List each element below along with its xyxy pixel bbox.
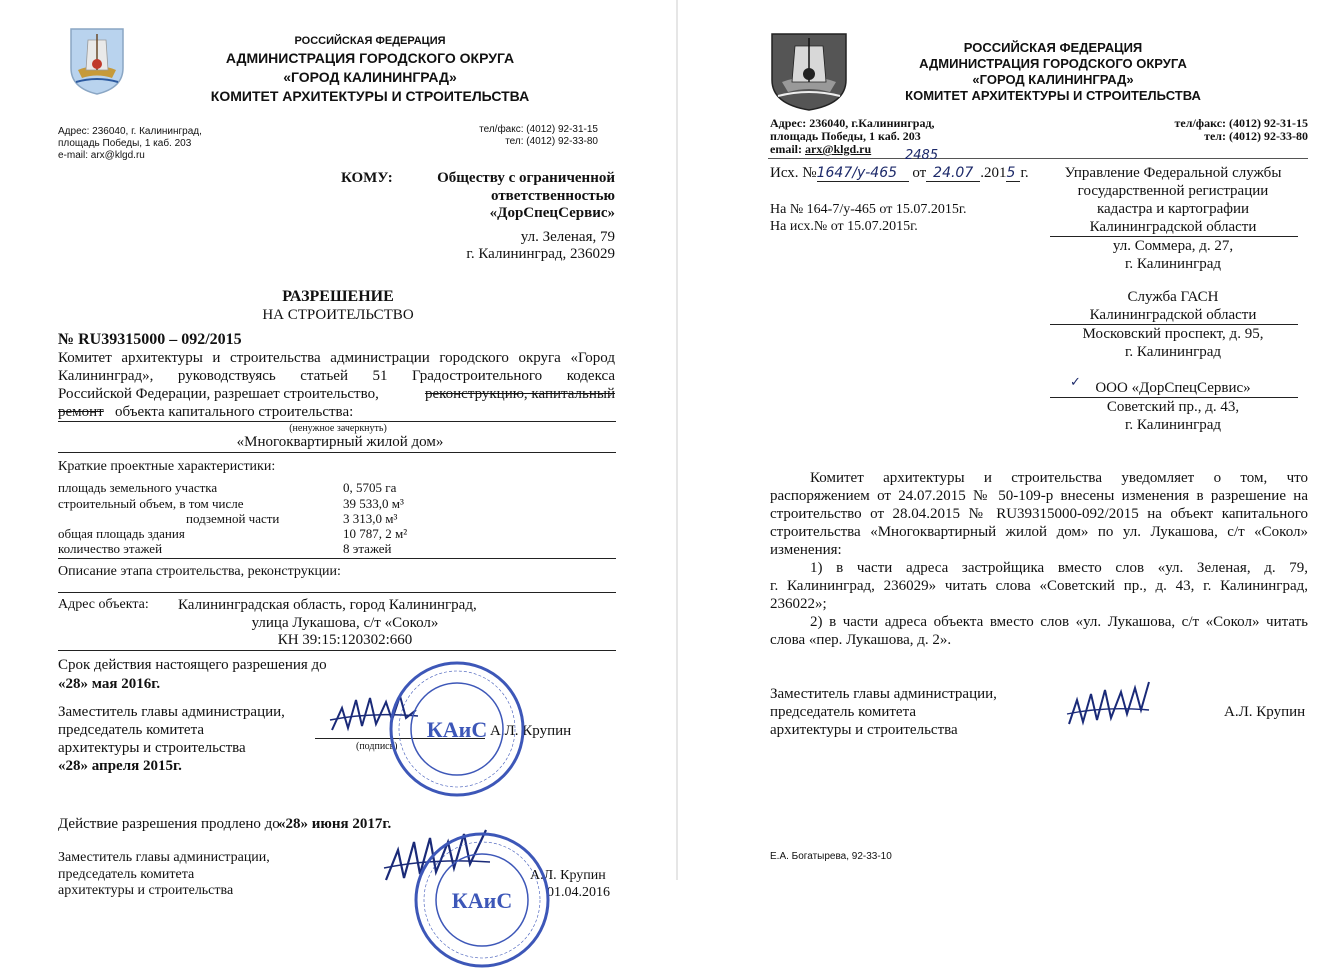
coat-of-arms-icon [68,26,126,96]
validity-label: Срок действия настоящего разрешения до [58,657,327,673]
header-committee: КОМИТЕТ АРХИТЕКТУРЫ И СТРОИТЕЛЬСТВА [210,88,530,104]
recipient-line-2: ответственностью [491,188,615,204]
signatory-title-2: председатель комитета [770,704,916,720]
contact-address-1: Адрес: 236040, г. Калининград, [58,126,202,137]
permit-number: № RU39315000 – 092/2015 [58,331,242,348]
notice-page [683,0,1342,976]
contact-phone: тел: (4012) 92-33-80 [505,136,598,147]
body-line: слова «пер. Лукашова, д. 2». [770,632,952,648]
signer-name: А.Л. Крупин [1224,704,1306,720]
svg-text:КАиС: КАиС [426,717,488,742]
addressee-address: ул. Соммера, д. 27, [1112,238,1234,254]
spec-label: количество этажей [58,541,163,556]
contact-address-2: площадь Победы, 1 каб. 203 [58,138,192,149]
sign-date: «28» апреля 2015г. [58,758,182,774]
signatory-title-1: Заместитель главы администрации, [58,704,285,720]
contact-address-1: Адрес: 236040, г.Калининград, [770,116,935,130]
header-city: «ГОРОД КАЛИНИНГРАД» [283,69,457,85]
recipient-label: КОМУ: [341,170,393,186]
header-city: «ГОРОД КАЛИНИНГРАД» [972,72,1134,87]
header-admin: АДМИНИСТРАЦИЯ ГОРОДСКОГО ОКРУГА [225,50,515,66]
permit-subtitle: НА СТРОИТЕЛЬСТВО [262,307,414,323]
header-admin: АДМИНИСТРАЦИЯ ГОРОДСКОГО ОКРУГА [919,56,1187,71]
spec-value: 8 этажей [343,541,392,556]
strike-note: (ненужное зачеркнуть) [289,423,387,434]
body-line: строительства «Многоквартирный жилой дом» по ул. Лукашова, с/т «Сокол» [770,524,1308,540]
addressee-address: г. Калининград [1124,417,1222,433]
stamp-icon [388,660,526,798]
extension-label: Действие разрешения продлено до [58,816,280,832]
object-name: «Многоквартирный жилой дом» [236,434,444,450]
contact-email: e-mail: arx@klgd.ru [58,150,145,161]
permit-intro-line-3: Российской Федерации, разрешает строительство, реконструкцию, капитальный [58,386,615,402]
addressee-address: г. Калининград [1124,344,1222,360]
object-address-label: Адрес объекта: [58,597,149,612]
permit-title: РАЗРЕШЕНИЕ [282,288,394,305]
signature-icon [1065,680,1151,732]
signatory-title-2: председатель комитета [58,722,204,738]
handwritten-note: 2485 [905,148,939,163]
validity-date: «28» мая 2016г. [58,676,161,692]
addressee-name: кадастра и картографии [1096,201,1250,217]
spec-label: строительный объем, в том числе [58,496,244,511]
addressee-name: Управление Федеральной службы [1064,165,1282,181]
addressee-address: г. Калининград [1124,256,1222,272]
addressee-name: ООО «ДорСпецСервис» [1095,380,1251,396]
signer-name: А.Л. Крупин [490,723,572,739]
object-address-2: улица Лукашова, с/т «Сокол» [251,615,439,631]
body-line: 2) в части адреса объекта вместо слов «ул. Лукашова, с/т «Сокол» читать [810,614,1308,630]
header-committee: КОМИТЕТ АРХИТЕКТУРЫ И СТРОИТЕЛЬСТВА [905,88,1201,103]
addressee-name: государственной регистрации [1077,183,1269,199]
struck-text: реконструкцию, капитальный [424,386,615,402]
permit-page [0,0,668,976]
checkmark-icon: ✓ [1070,375,1081,390]
contact-email: email: arx@klgd.ru [770,142,872,156]
spec-label: общая площадь здания [58,526,185,541]
contact-address-2: площадь Победы, 1 каб. 203 [770,129,921,143]
body-line: Комитет архитектуры и строительства уведомляет о том, что [810,470,1308,486]
contact-phone: тел: (4012) 92-33-80 [1204,129,1308,143]
coat-of-arms-icon [768,30,850,112]
outgoing-reference: Исх. №1647/у-465 от 24.07 .2015 г. [770,165,1029,181]
incoming-reference-2: На исх.№ от 15.07.2015г. [770,219,918,234]
page-divider [676,0,678,880]
stamp-icon [412,830,552,970]
signatory-title-1: Заместитель главы администрации, [770,686,997,702]
signer2-date: 01.04.2016 [547,885,610,900]
body-line: г. Калининград, 236029» читать слова «Советский пр., д. 43, г. Калининград, [770,578,1308,594]
incoming-reference-1: На № 164-7/у-465 от 15.07.2015г. [770,202,967,217]
permit-intro-line-1: Комитет архитектуры и строительства администрации городского округа «Город [58,350,615,366]
body-line: строительство от 28.04.2015 № RU39315000-092/2015 на объект капитального [770,506,1308,522]
spec-value: 0, 5705 га [343,480,397,495]
spec-value: 3 313,0 м³ [343,511,398,526]
addressee-address: Советский пр., д. 43, [1106,399,1240,415]
addressee-address: Московский проспект, д. 95, [1082,326,1264,342]
signature-caption: (подпись) [356,741,398,752]
permit-intro-line-4: ремонт объекта капитального строительства: [58,404,354,420]
svg-text:КАиС: КАиС [451,888,513,913]
body-line: изменения: [770,542,842,558]
recipient-line-3: «ДорСпецСервис» [489,205,615,221]
spec-value: 10 787, 2 м² [343,526,408,541]
body-line: 1) в части адреса застройщика вместо слов «ул. Зеленая, д. 79, [810,560,1308,576]
executor-contact: Е.А. Богатырева, 92-33-10 [770,851,892,862]
body-line: 236022»; [770,596,827,612]
signatory2-title-2: председатель комитета [58,867,195,882]
recipient-address-1: ул. Зеленая, 79 [520,229,615,245]
addressee-name: Калининградской области [1089,219,1257,235]
spec-label: площадь земельного участка [58,480,218,495]
recipient-address-2: г. Калининград, 236029 [466,246,615,262]
object-cadastral-number: КН 39:15:120302:660 [277,632,413,648]
contact-phone-fax: тел/факс: (4012) 92-31-15 [479,124,598,135]
addressee-name: Служба ГАСН [1127,289,1219,305]
signatory2-title-1: Заместитель главы администрации, [58,850,270,865]
header-country: РОССИЙСКАЯ ФЕДЕРАЦИЯ [963,40,1143,55]
spec-label: подземной части [186,511,280,526]
signatory-title-3: архитектуры и строительства [58,740,246,756]
header-country: РОССИЙСКАЯ ФЕДЕРАЦИЯ [294,35,446,47]
recipient-line-1: Обществу с ограниченной [437,170,615,186]
permit-intro-line-2: Калининград», руководствуясь статьей 51 Градостроительного кодекса [58,368,615,384]
contact-phone-fax: тел/факс: (4012) 92-31-15 [1174,116,1308,130]
extension-date: «28» июня 2017г. [278,816,392,832]
signatory-title-3: архитектуры и строительства [770,722,958,738]
signer2-name: А.Л. Крупин [530,868,606,883]
body-line: распоряжением от 24.07.2015 № 50-109-р внесены изменения в разрешение на [770,488,1308,504]
addressee-name: Калининградской области [1089,307,1257,323]
spec-value: 39 533,0 м³ [343,496,404,511]
signatory2-title-3: архитектуры и строительства [58,883,234,898]
object-address-1: Калининградская область, город Калининград, [178,597,477,613]
specs-title: Краткие проектные характеристики: [58,459,276,474]
stage-description: Описание этапа строительства, реконструкции: [58,564,341,579]
